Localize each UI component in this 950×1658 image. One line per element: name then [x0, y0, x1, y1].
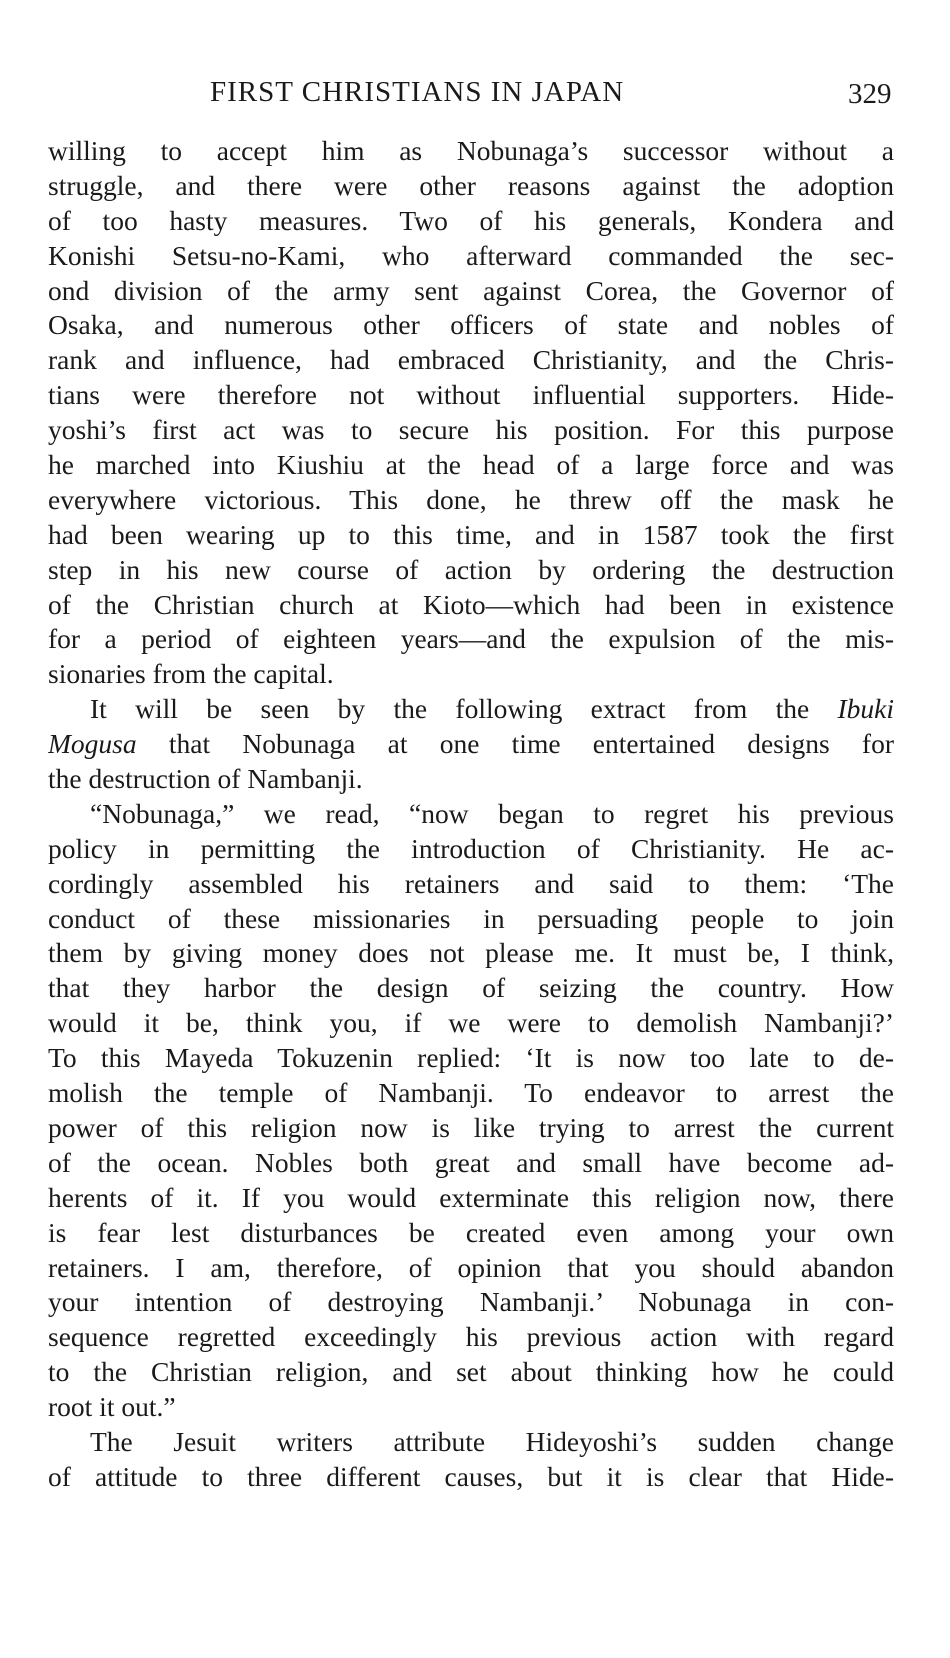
book-title-italic: Ibuki: [837, 693, 894, 725]
text-line: conduct of these missionaries in persuading people to join: [48, 902, 894, 934]
text-run: that Nobunaga at one time entertained designs for: [168, 728, 894, 760]
body-text: [48, 134, 894, 1495]
text-line: that they harbor the design of seizing the country. How: [48, 972, 894, 1004]
text-line: rank and influence, had embraced Christianity, and the Chris-: [48, 344, 894, 376]
text-line: is fear lest disturbances be created even among your own: [48, 1216, 894, 1248]
text-line: your intention of destroying Nambanji.’ Nobunaga in con-: [48, 1286, 894, 1318]
text-line: of attitude to three different causes, but it is clear that Hide-: [48, 1460, 894, 1492]
text-line: for a period of eighteen years—and the expulsion of the mis-: [48, 623, 894, 655]
text-line: everywhere victorious. This done, he threw off the mask he: [48, 483, 894, 515]
text-line: them by giving money does not please me. It must be, I think,: [48, 937, 894, 969]
text-line: The Jesuit writers attribute Hideyoshi’s sudden change: [90, 1425, 894, 1457]
text-line: step in his new course of action by ordering the destruction: [48, 553, 894, 585]
text-line: willing to accept him as Nobunaga’s successor without a: [48, 135, 894, 166]
text-line: “Nobunaga,” we read, “now began to regret his previous: [90, 797, 894, 829]
text-line: he marched into Kiushiu at the head of a large force and was: [48, 449, 894, 481]
text-line: [48, 727, 894, 762]
text-line: molish the temple of Nambanji. To endeavor to arrest the: [48, 1077, 894, 1109]
text-line: ond division of the army sent against Corea, the Governor of: [48, 274, 894, 306]
text-line: Osaka, and numerous other officers of state and nobles of: [48, 309, 894, 341]
text-run: It will be seen by the following extract from the: [90, 693, 810, 725]
text-line: would it be, think you, if we were to demolish Nambanji?’: [48, 1007, 894, 1039]
text-line: tians were therefore not without influential supporters. Hide-: [48, 379, 894, 411]
text-line: power of this religion now is like trying to arrest the current: [48, 1111, 894, 1143]
text-line: of the ocean. Nobles both great and small have become ad-: [48, 1146, 894, 1178]
page-number: 329: [848, 78, 892, 110]
text-line: cordingly assembled his retainers and said to them: ‘The: [48, 867, 894, 899]
text-line: the destruction of Nambanji.: [48, 763, 363, 795]
text-line: herents of it. If you would exterminate this religion now, there: [48, 1181, 894, 1213]
text-line: yoshi’s first act was to secure his position. For this purpose: [48, 414, 894, 446]
text-line: root it out.”: [48, 1391, 176, 1423]
text-line: To this Mayeda Tokuzenin replied: ‘It is now too late to de-: [48, 1042, 894, 1074]
text-line: retainers. I am, therefore, of opinion that you should abandon: [48, 1251, 894, 1283]
text-line: to the Christian religion, and set about thinking how he could: [48, 1356, 894, 1388]
text-line: of too hasty measures. Two of his generals, Kondera and: [48, 204, 894, 236]
text-line: policy in permitting the introduction of Christianity. He ac-: [48, 832, 894, 864]
text-line: of the Christian church at Kioto—which had been in existence: [48, 588, 894, 620]
running-head: FIRST CHRISTIANS IN JAPAN: [210, 76, 625, 108]
text-line: sequence regretted exceedingly his previous action with regard: [48, 1321, 894, 1353]
paragraph-1: [48, 134, 894, 692]
text-line: sionaries from the capital.: [48, 658, 334, 690]
text-line: Konishi Setsu-no-Kami, who afterward commanded the sec-: [48, 239, 894, 271]
text-line: struggle, and there were other reasons against the adoption: [48, 169, 894, 201]
paragraph-2: [48, 692, 894, 797]
text-line: had been wearing up to this time, and in 1587 took the first: [48, 518, 894, 550]
book-title-italic: Mogusa: [48, 728, 137, 760]
paragraph-3: [48, 797, 894, 1425]
text-line: [48, 692, 894, 727]
paragraph-4: [48, 1425, 894, 1495]
